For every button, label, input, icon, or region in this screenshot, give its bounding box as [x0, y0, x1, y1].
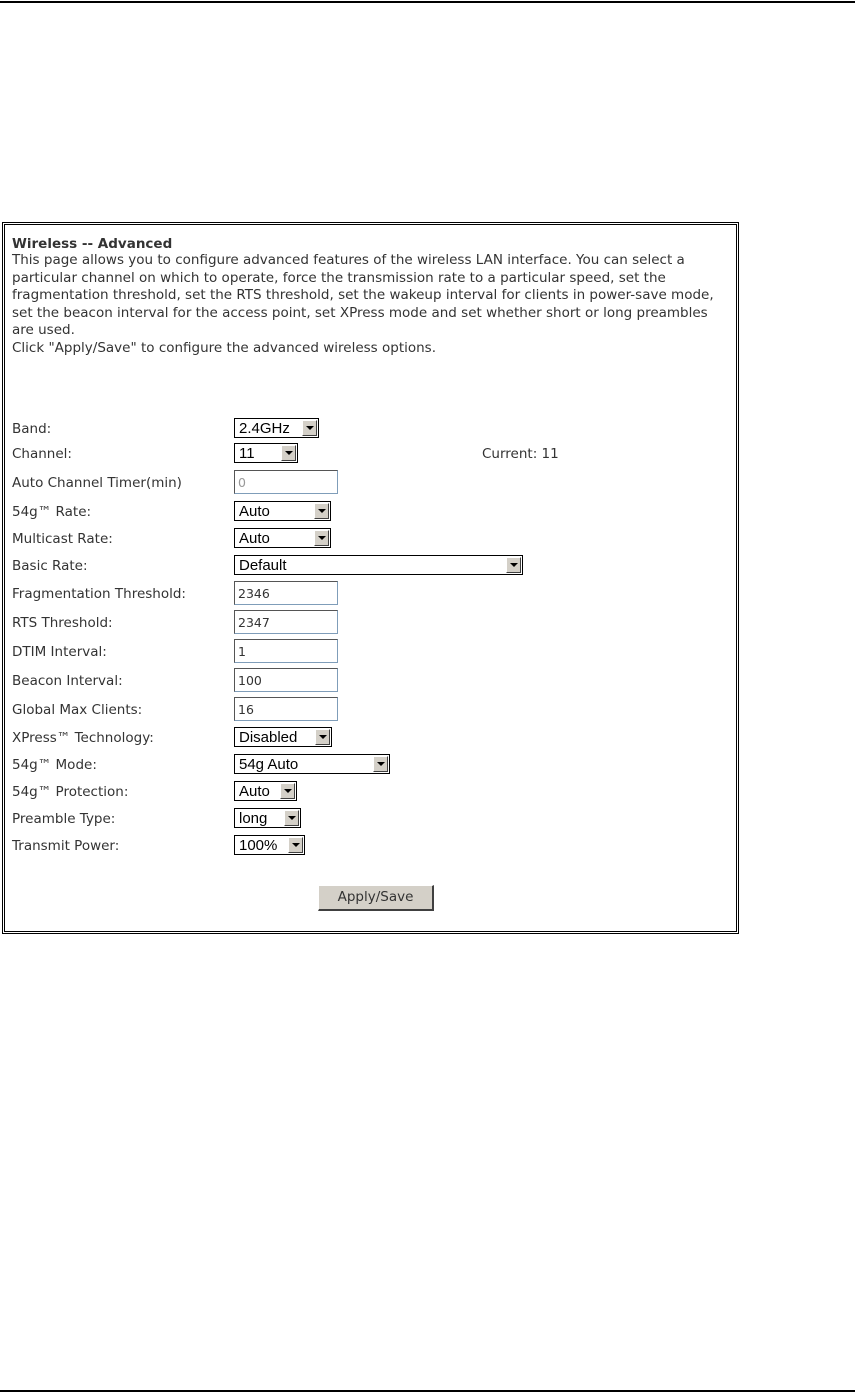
dtim-interval-input[interactable] — [234, 639, 338, 663]
channel-value: 11 — [239, 445, 255, 462]
channel-select[interactable] — [234, 443, 298, 463]
beacon-interval-input[interactable] — [234, 668, 338, 692]
multicast-rate-select[interactable] — [234, 528, 331, 548]
band-value: 2.4GHz — [239, 420, 290, 437]
basic-rate-select[interactable] — [234, 555, 523, 575]
transmit-power-value: 100% — [239, 837, 278, 854]
chevron-down-icon[interactable] — [302, 420, 317, 436]
auto-channel-timer-label: Auto Channel Timer(min) — [12, 475, 182, 491]
instruction-text: Click "Apply/Save" to configure the advanced wireless options. — [12, 339, 437, 356]
fragmentation-threshold-value: 2346 — [238, 586, 270, 601]
mode-54g-value: 54g Auto — [239, 756, 299, 773]
page-top-rule — [0, 1, 855, 3]
protection-54g-label: 54g™ Protection: — [12, 784, 129, 800]
global-max-clients-value: 16 — [238, 702, 254, 717]
protection-54g-select[interactable] — [234, 781, 297, 801]
chevron-down-icon[interactable] — [284, 810, 299, 826]
xpress-technology-select[interactable] — [234, 727, 332, 747]
beacon-interval-value: 100 — [238, 673, 262, 688]
multicast-rate-value: Auto — [239, 530, 270, 547]
preamble-type-value: long — [239, 810, 268, 827]
page-title: Wireless -- Advanced — [12, 236, 173, 252]
rts-threshold-value: 2347 — [238, 615, 270, 630]
multicast-rate-label: Multicast Rate: — [12, 531, 113, 547]
chevron-down-icon[interactable] — [281, 445, 296, 461]
description-text: This page allows you to configure advanced features of the wireless LAN interface. You can select a particular channel on which to operate, force the transmission rate to a particular speed, set the fragmentation threshold, set the RTS threshold, set the wakeup interval for clients in power-save mode, set the beacon interval for the access point, set XPress mode and set whether short or long preambles are used. — [12, 252, 714, 338]
page-bottom-rule — [0, 1390, 855, 1392]
band-select[interactable] — [234, 418, 319, 438]
mode-54g-select[interactable] — [234, 754, 390, 774]
chevron-down-icon[interactable] — [288, 837, 303, 853]
page-description — [12, 252, 732, 357]
transmit-power-label: Transmit Power: — [12, 838, 120, 854]
protection-54g-value: Auto — [239, 783, 270, 800]
chevron-down-icon[interactable] — [314, 530, 329, 546]
fragmentation-threshold-input[interactable] — [234, 581, 338, 605]
channel-label: Channel: — [12, 446, 72, 462]
beacon-interval-label: Beacon Interval: — [12, 673, 123, 689]
basic-rate-label: Basic Rate: — [12, 558, 88, 574]
auto-channel-timer-input[interactable] — [234, 470, 338, 494]
preamble-type-label: Preamble Type: — [12, 811, 116, 827]
dtim-interval-value: 1 — [238, 644, 246, 659]
preamble-type-select[interactable] — [234, 808, 301, 828]
xpress-technology-label: XPress™ Technology: — [12, 730, 154, 746]
xpress-technology-value: Disabled — [239, 729, 298, 746]
chevron-down-icon[interactable] — [315, 729, 330, 745]
dtim-interval-label: DTIM Interval: — [12, 644, 107, 660]
basic-rate-value: Default — [239, 557, 287, 574]
wireless-advanced-panel — [2, 222, 739, 934]
global-max-clients-label: Global Max Clients: — [12, 702, 143, 718]
auto-channel-timer-value: 0 — [238, 475, 246, 490]
chevron-down-icon[interactable] — [314, 503, 329, 519]
mode-54g-label: 54g™ Mode: — [12, 757, 97, 773]
rts-threshold-label: RTS Threshold: — [12, 615, 113, 631]
apply-save-button[interactable]: Apply/Save — [318, 885, 434, 911]
chevron-down-icon[interactable] — [373, 756, 388, 772]
current-channel: Current: 11 — [482, 446, 559, 462]
global-max-clients-input[interactable] — [234, 697, 338, 721]
rts-threshold-input[interactable] — [234, 610, 338, 634]
chevron-down-icon[interactable] — [506, 557, 521, 573]
rate-54g-value: Auto — [239, 503, 270, 520]
transmit-power-select[interactable] — [234, 835, 305, 855]
band-label: Band: — [12, 421, 52, 437]
rate-54g-label: 54g™ Rate: — [12, 504, 92, 520]
fragmentation-threshold-label: Fragmentation Threshold: — [12, 586, 186, 602]
chevron-down-icon[interactable] — [280, 783, 295, 799]
rate-54g-select[interactable] — [234, 501, 331, 521]
